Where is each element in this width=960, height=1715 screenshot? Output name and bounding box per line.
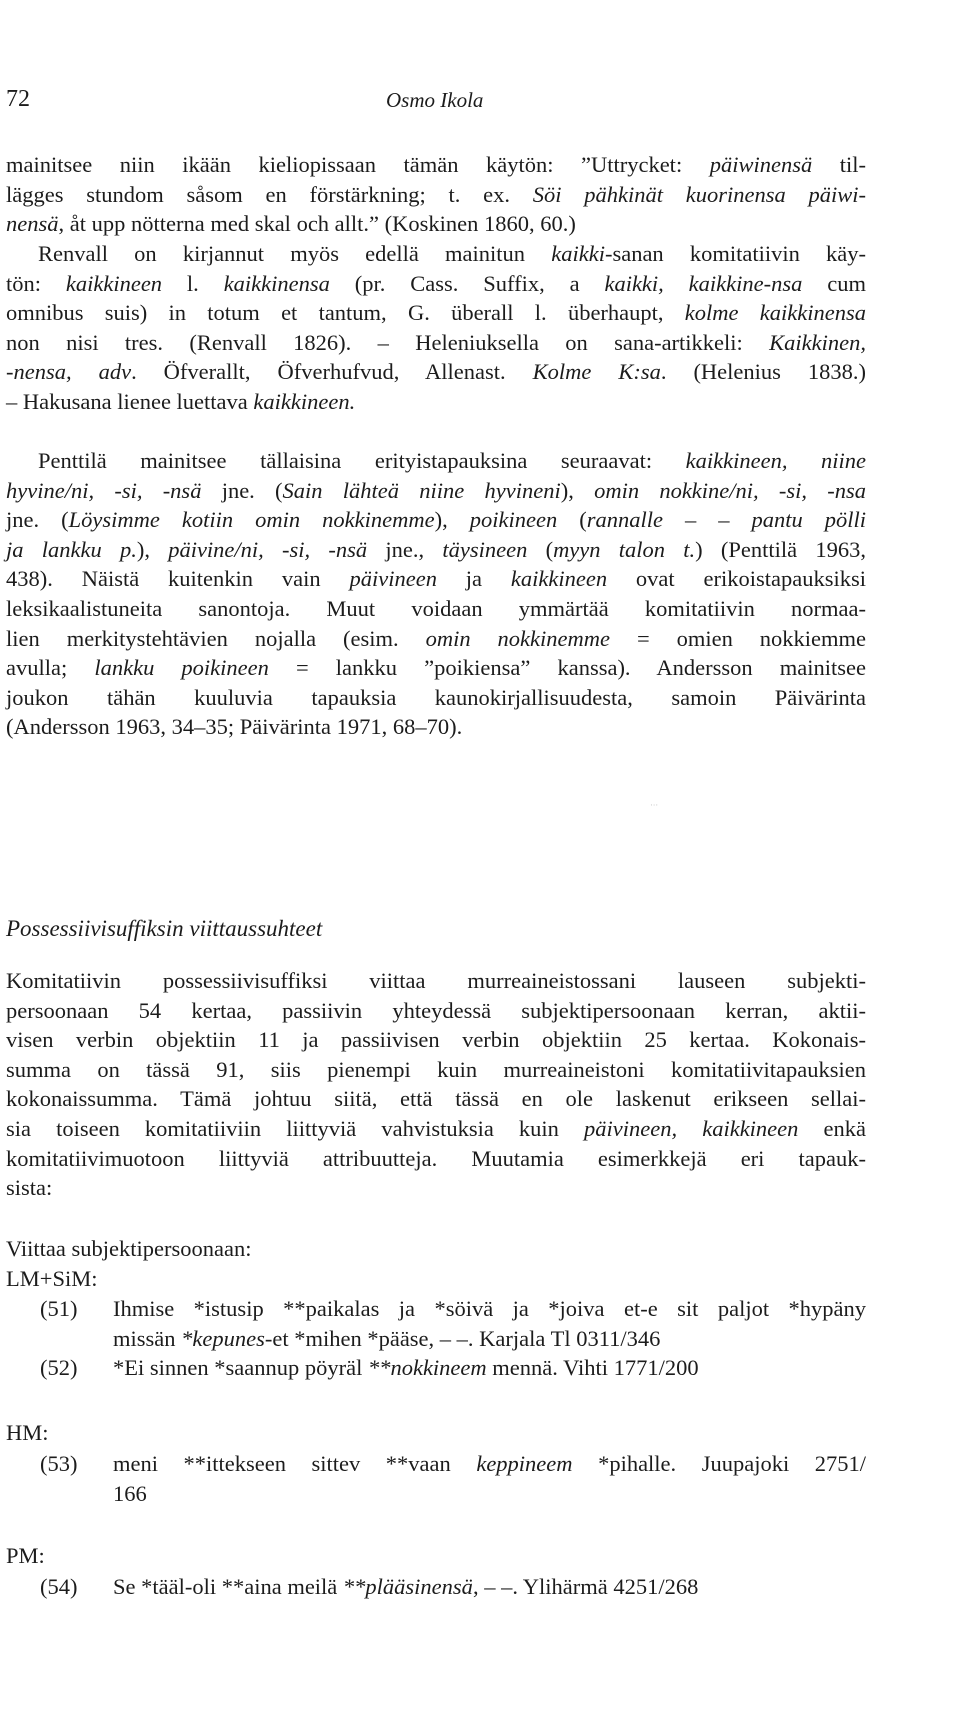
italic-term: kaikki: [551, 241, 605, 266]
text-line: joukon tähän kuuluvia tapauksia kaunokirjallisuudesta, samoin Päivärinta: [6, 684, 866, 710]
scan-speck: ·∙·: [650, 800, 659, 810]
italic-term: kaikkinensa: [223, 270, 330, 296]
text-line: – Hakusana lienee luettava kaikkineen.: [6, 388, 356, 414]
text-line: sista:: [6, 1175, 53, 1201]
italic-term: täysineen: [442, 536, 528, 562]
example-text: [113, 1294, 866, 1353]
italic-term: rannalle – – pantu pölli: [586, 507, 867, 533]
text-line: non nisi tres. (Renvall 1826). – Heleniuksella on sana-artikkeli: Kaikkinen,: [6, 329, 866, 355]
italic-term: kaikki, kaikkine-nsa: [604, 270, 803, 296]
paragraph-koskinen-quote: [6, 150, 866, 239]
example-number: (52): [40, 1355, 78, 1380]
text-line: Komitatiivin possessiivisuffiksi viittaa murreaineistossani lauseen subjekti-: [6, 968, 866, 993]
text-line: visen verbin objektiin 11 ja passiivisen verbin objektiin 25 kertaa. Kokonais-: [6, 1027, 866, 1053]
italic-term: kaikkineen, niine: [685, 448, 866, 473]
italic-term: ja lankku p.: [6, 536, 137, 562]
italic-term: päivineen: [349, 566, 437, 592]
text-line: sia toiseen komitatiiviin liittyviä vahvistuksia kuin päivineen, kaikkineen enkä: [6, 1115, 866, 1141]
text-line: kokonaissumma. Tämä johtuu siitä, että tässä en ole laskenut erikseen sellai-: [6, 1086, 866, 1112]
page-header: [6, 86, 866, 116]
italic-term: Kolme K:sa: [532, 359, 661, 385]
italic-term: omin nokkine/ni, -si, -nsa: [594, 477, 867, 503]
text-line: hyvine/ni, -si, -nsä jne. (Sain lähteä niine hyvineni), omin nokkine/ni, -si, -nsa: [6, 477, 867, 503]
italic-term: *kepunes: [181, 1325, 265, 1351]
italic-term: päiwinensä: [709, 152, 813, 177]
text-line: summa on tässä 91, siis pienempi kuin murreaineistoni komitatiivitapauksien: [6, 1056, 866, 1082]
italic-term: keppineem: [476, 1451, 573, 1476]
italic-term: -nensa, adv: [6, 359, 132, 385]
italic-term: päivineen, kaikkineen: [584, 1115, 799, 1141]
example-text: [113, 1353, 866, 1383]
italic-term: päivine/ni, -si, -nsä: [168, 536, 368, 562]
running-head: Osmo Ikola: [386, 88, 484, 112]
italic-term: poikineen: [469, 507, 558, 533]
text-line: leksikaalistuneita sanontoja. Muut voidaan ymmärtää komitatiivin normaa-: [6, 595, 866, 621]
text-line: nensä, åt upp nötterna med skal och allt.” (Koskinen 1860, 60.): [6, 211, 576, 237]
text-line: Renvall on kirjannut myös edellä mainitun kaikki-sanan komitatiivin käy-: [38, 241, 866, 266]
label-hm: HM:: [6, 1420, 49, 1445]
italic-term: nensä: [6, 211, 59, 237]
italic-term: Söi pähkinät kuorinensa päiwi-: [532, 181, 866, 207]
italic-term: kaikkineen.: [253, 388, 356, 414]
paragraph-renvall: [6, 239, 866, 417]
text-line: 166: [113, 1480, 147, 1506]
paragraph-possessive-reference: [6, 966, 866, 1203]
italic-term: Löysimme kotiin omin nokkinemme: [68, 507, 435, 533]
text-line: 438). Näistä kuitenkin vain päivineen ja kaikkineen ovat erikoistapauksiksi: [6, 566, 866, 592]
text-line: lägges stundom såsom en förstärkning; t. ex. Söi pähkinät kuorinensa päiwi-: [6, 181, 866, 207]
paragraph-penttila: [6, 446, 866, 742]
italic-term: **nokkineem: [367, 1355, 487, 1380]
label-lm-sim: LM+SiM:: [6, 1266, 98, 1291]
example-number: (53): [40, 1451, 78, 1476]
text-line: tön: kaikkineen l. kaikkinensa (pr. Cass. Suffix, a kaikki, kaikkine-nsa cum: [6, 270, 866, 296]
italic-term: Kaikkinen,: [769, 329, 866, 355]
text-line: Se *tääl-oli **aina meilä **plääsinensä, – –. Ylihärmä 4251/268: [113, 1574, 699, 1599]
text-line: meni **ittekseen sittev **vaan keppineem *pihalle. Juupajoki 2751/: [113, 1451, 866, 1476]
text-line: -nensa, adv. Öfverallt, Öfverhufvud, Allenast. Kolme K:sa. (Helenius 1838.): [6, 359, 866, 385]
page-number: 72: [6, 86, 30, 112]
italic-term: lankku poikineen: [94, 655, 269, 681]
label-subject-person: Viittaa subjektipersoonaan:: [6, 1236, 252, 1261]
italic-term: myyn talon t.: [553, 536, 696, 562]
text-line: mainitsee niin ikään kieliopissaan tämän käytön: ”Uttrycket: päiwinensä til-: [6, 152, 866, 177]
text-line: missän *kepunes-et *mihen *pääse, – –. Karjala Tl 0311/346: [113, 1325, 661, 1351]
text-line: avulla; lankku poikineen = lankku ”poikiensa” kanssa). Andersson mainitsee: [6, 655, 866, 681]
text-line: komitatiivimuotoon liittyviä attribuutteja. Muutamia esimerkkejä eri tapauk-: [6, 1145, 866, 1171]
italic-term: hyvine/ni, -si, -nsä: [6, 477, 202, 503]
text-line: (Andersson 1963, 34–35; Päivärinta 1971, 68–70).: [6, 714, 463, 740]
italic-term: kaikkineen: [510, 566, 608, 592]
text-line: persoonaan 54 kertaa, passiivin yhteydessä subjektipersoonaan kerran, aktii-: [6, 997, 866, 1023]
italic-term: Sain lähteä niine hyvineni: [282, 477, 561, 503]
text-line: *Ei sinnen *saannup pöyräl **nokkineem mennä. Vihti 1771/200: [113, 1355, 699, 1380]
text-line: ja lankku p.), päivine/ni, -si, -nsä jne., täysineen (myyn talon t.) (Penttilä 1963,: [6, 536, 866, 562]
italic-term: omin nokkinemme: [425, 625, 610, 651]
section-heading: Possessiivisuffiksin viittaussuhteet: [6, 916, 323, 941]
text-line: Ihmise *istusip **paikalas ja *söivä ja *joiva et-e sit paljot *hypäny: [113, 1296, 866, 1321]
italic-term: kolme kaikkinensa: [684, 300, 866, 326]
example-text: [113, 1449, 866, 1508]
label-pm: PM:: [6, 1543, 45, 1568]
text-line: jne. (Löysimme kotiin omin nokkinemme), poikineen (rannalle – – pantu pölli: [6, 507, 867, 533]
example-number: (51): [40, 1296, 78, 1321]
italic-term: kaikkineen: [65, 270, 163, 296]
example-text: [113, 1572, 866, 1602]
text-line: omnibus suis) in totum et tantum, G. überall l. überhaupt, kolme kaikkinensa: [6, 300, 866, 326]
text-line: lien merkitystehtävien nojalla (esim. omin nokkinemme = omien nokkiemme: [6, 625, 867, 651]
text-line: Penttilä mainitsee tällaisina erityistapauksina seuraavat: kaikkineen, niine: [38, 448, 866, 473]
example-number: (54): [40, 1574, 78, 1599]
italic-term: **plääsinensä: [342, 1574, 473, 1599]
